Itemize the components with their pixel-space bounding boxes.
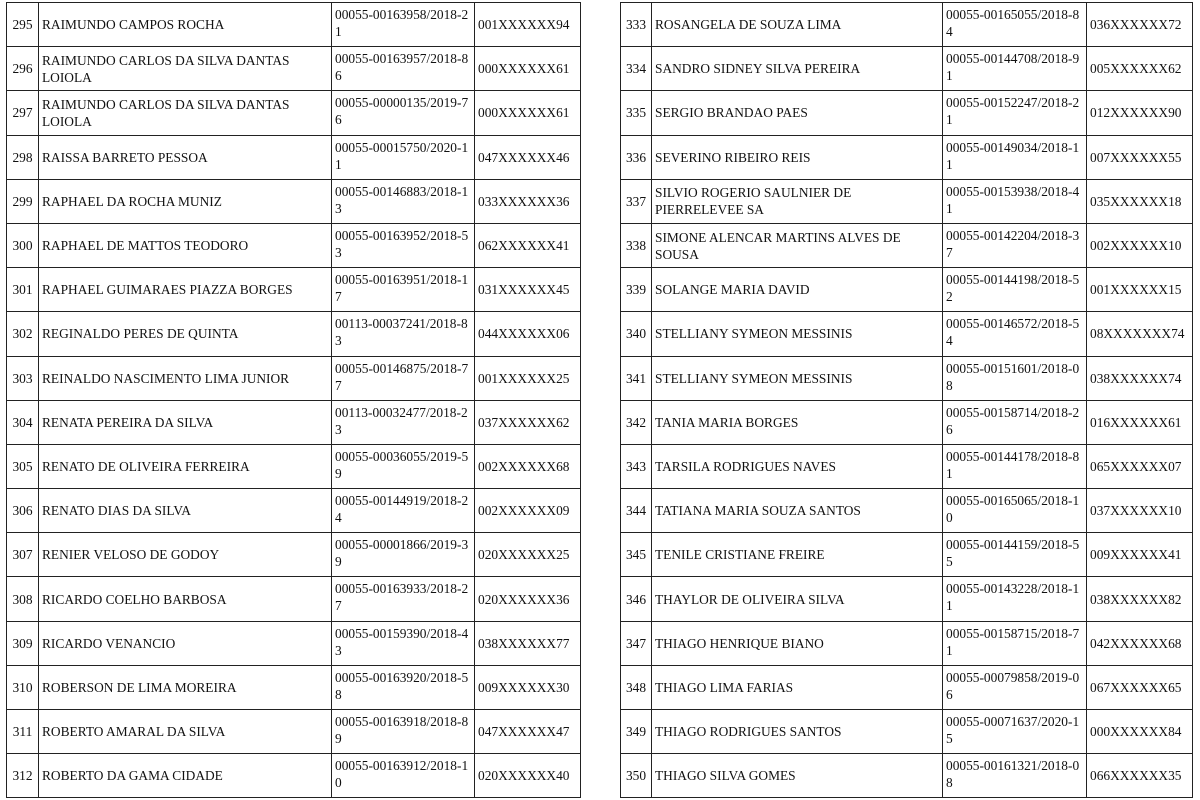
table-row xyxy=(621,91,1193,135)
row-number-cell: 298 xyxy=(7,135,39,179)
row-number-cell: 334 xyxy=(621,47,652,91)
process-number-cell: 00055-00165065/2018-10 xyxy=(943,489,1087,533)
name-cell: SILVIO ROGERIO SAULNIER DE PIERRELEVEE SA xyxy=(652,179,943,223)
table-row xyxy=(621,268,1193,312)
row-number-cell: 350 xyxy=(621,754,652,798)
name-cell: THIAGO HENRIQUE BIANO xyxy=(652,621,943,665)
table-row xyxy=(621,312,1193,356)
process-number-cell: 00055-00001866/2019-39 xyxy=(332,533,475,577)
name-cell: RAPHAEL DE MATTOS TEODORO xyxy=(39,223,332,267)
row-number-cell: 297 xyxy=(7,91,39,135)
table-row xyxy=(7,489,581,533)
table-row xyxy=(621,356,1193,400)
table-row xyxy=(621,135,1193,179)
table-row xyxy=(7,444,581,488)
name-cell: SEVERINO RIBEIRO REIS xyxy=(652,135,943,179)
name-cell: TATIANA MARIA SOUZA SANTOS xyxy=(652,489,943,533)
masked-id-cell: 020XXXXXX36 xyxy=(475,577,581,621)
name-cell: RAPHAEL GUIMARAES PIAZZA BORGES xyxy=(39,268,332,312)
name-cell: REGINALDO PERES DE QUINTA xyxy=(39,312,332,356)
row-number-cell: 299 xyxy=(7,179,39,223)
row-number-cell: 302 xyxy=(7,312,39,356)
process-number-cell: 00055-00146572/2018-54 xyxy=(943,312,1087,356)
right-table-body xyxy=(621,3,1193,798)
table-row xyxy=(7,3,581,47)
name-cell: THIAGO RODRIGUES SANTOS xyxy=(652,710,943,754)
name-cell: REINALDO NASCIMENTO LIMA JUNIOR xyxy=(39,356,332,400)
name-cell: RICARDO VENANCIO xyxy=(39,621,332,665)
row-number-cell: 303 xyxy=(7,356,39,400)
table-row xyxy=(7,577,581,621)
table-row xyxy=(7,135,581,179)
name-cell: ROSANGELA DE SOUZA LIMA xyxy=(652,3,943,47)
process-number-cell: 00055-00142204/2018-37 xyxy=(943,223,1087,267)
table-row xyxy=(621,754,1193,798)
row-number-cell: 312 xyxy=(7,754,39,798)
name-cell: RAISSA BARRETO PESSOA xyxy=(39,135,332,179)
table-row xyxy=(621,665,1193,709)
process-number-cell: 00055-00163920/2018-58 xyxy=(332,665,475,709)
row-number-cell: 340 xyxy=(621,312,652,356)
masked-id-cell: 031XXXXXX45 xyxy=(475,268,581,312)
left-table-body xyxy=(7,3,581,798)
process-number-cell: 00055-00146883/2018-13 xyxy=(332,179,475,223)
row-number-cell: 308 xyxy=(7,577,39,621)
process-number-cell: 00055-00158715/2018-71 xyxy=(943,621,1087,665)
masked-id-cell: 016XXXXXX61 xyxy=(1087,400,1193,444)
masked-id-cell: 033XXXXXX36 xyxy=(475,179,581,223)
process-number-cell: 00055-00144178/2018-81 xyxy=(943,444,1087,488)
name-cell: THIAGO LIMA FARIAS xyxy=(652,665,943,709)
masked-id-cell: 009XXXXXX41 xyxy=(1087,533,1193,577)
process-number-cell: 00055-00163912/2018-10 xyxy=(332,754,475,798)
masked-id-cell: 001XXXXXX94 xyxy=(475,3,581,47)
row-number-cell: 339 xyxy=(621,268,652,312)
process-number-cell: 00055-00163918/2018-89 xyxy=(332,710,475,754)
row-number-cell: 348 xyxy=(621,665,652,709)
process-number-cell: 00055-00153938/2018-41 xyxy=(943,179,1087,223)
row-number-cell: 342 xyxy=(621,400,652,444)
process-number-cell: 00055-00144159/2018-55 xyxy=(943,533,1087,577)
masked-id-cell: 002XXXXXX68 xyxy=(475,444,581,488)
table-row xyxy=(621,621,1193,665)
name-cell: RENIER VELOSO DE GODOY xyxy=(39,533,332,577)
row-number-cell: 311 xyxy=(7,710,39,754)
process-number-cell: 00055-00144708/2018-91 xyxy=(943,47,1087,91)
masked-id-cell: 000XXXXXX61 xyxy=(475,47,581,91)
name-cell: TANIA MARIA BORGES xyxy=(652,400,943,444)
table-row xyxy=(621,710,1193,754)
table-row xyxy=(621,533,1193,577)
process-number-cell: 00113-00037241/2018-83 xyxy=(332,312,475,356)
table-row xyxy=(621,179,1193,223)
name-cell: SOLANGE MARIA DAVID xyxy=(652,268,943,312)
masked-id-cell: 047XXXXXX47 xyxy=(475,710,581,754)
name-cell: SERGIO BRANDAO PAES xyxy=(652,91,943,135)
row-number-cell: 336 xyxy=(621,135,652,179)
name-cell: ROBERTO AMARAL DA SILVA xyxy=(39,710,332,754)
table-row xyxy=(7,179,581,223)
row-number-cell: 306 xyxy=(7,489,39,533)
masked-id-cell: 037XXXXXX62 xyxy=(475,400,581,444)
row-number-cell: 344 xyxy=(621,489,652,533)
masked-id-cell: 020XXXXXX25 xyxy=(475,533,581,577)
process-number-cell: 00055-00146875/2018-77 xyxy=(332,356,475,400)
process-number-cell: 00113-00032477/2018-23 xyxy=(332,400,475,444)
left-table xyxy=(6,2,581,798)
row-number-cell: 309 xyxy=(7,621,39,665)
process-number-cell: 00055-00163952/2018-53 xyxy=(332,223,475,267)
row-number-cell: 333 xyxy=(621,3,652,47)
row-number-cell: 338 xyxy=(621,223,652,267)
table-row xyxy=(7,665,581,709)
name-cell: SANDRO SIDNEY SILVA PEREIRA xyxy=(652,47,943,91)
row-number-cell: 347 xyxy=(621,621,652,665)
name-cell: RAIMUNDO CARLOS DA SILVA DANTAS LOIOLA xyxy=(39,47,332,91)
name-cell: RENATO DIAS DA SILVA xyxy=(39,489,332,533)
right-table xyxy=(620,2,1193,798)
table-row xyxy=(7,533,581,577)
table-row xyxy=(7,268,581,312)
name-cell: RAIMUNDO CAMPOS ROCHA xyxy=(39,3,332,47)
masked-id-cell: 035XXXXXX18 xyxy=(1087,179,1193,223)
table-row xyxy=(621,3,1193,47)
name-cell: ROBERTO DA GAMA CIDADE xyxy=(39,754,332,798)
masked-id-cell: 000XXXXXX84 xyxy=(1087,710,1193,754)
masked-id-cell: 038XXXXXX74 xyxy=(1087,356,1193,400)
process-number-cell: 00055-00161321/2018-08 xyxy=(943,754,1087,798)
row-number-cell: 301 xyxy=(7,268,39,312)
process-number-cell: 00055-00000135/2019-76 xyxy=(332,91,475,135)
masked-id-cell: 038XXXXXX82 xyxy=(1087,577,1193,621)
name-cell: RENATA PEREIRA DA SILVA xyxy=(39,400,332,444)
name-cell: TARSILA RODRIGUES NAVES xyxy=(652,444,943,488)
row-number-cell: 337 xyxy=(621,179,652,223)
masked-id-cell: 007XXXXXX55 xyxy=(1087,135,1193,179)
row-number-cell: 295 xyxy=(7,3,39,47)
row-number-cell: 296 xyxy=(7,47,39,91)
row-number-cell: 305 xyxy=(7,444,39,488)
name-cell: STELLIANY SYMEON MESSINIS xyxy=(652,356,943,400)
row-number-cell: 310 xyxy=(7,665,39,709)
table-row xyxy=(7,754,581,798)
row-number-cell: 335 xyxy=(621,91,652,135)
masked-id-cell: 000XXXXXX61 xyxy=(475,91,581,135)
name-cell: SIMONE ALENCAR MARTINS ALVES DE SOUSA xyxy=(652,223,943,267)
name-cell: RENATO DE OLIVEIRA FERREIRA xyxy=(39,444,332,488)
process-number-cell: 00055-00071637/2020-15 xyxy=(943,710,1087,754)
row-number-cell: 343 xyxy=(621,444,652,488)
process-number-cell: 00055-00152247/2018-21 xyxy=(943,91,1087,135)
row-number-cell: 307 xyxy=(7,533,39,577)
name-cell: THAYLOR DE OLIVEIRA SILVA xyxy=(652,577,943,621)
row-number-cell: 345 xyxy=(621,533,652,577)
masked-id-cell: 001XXXXXX25 xyxy=(475,356,581,400)
masked-id-cell: 001XXXXXX15 xyxy=(1087,268,1193,312)
table-row xyxy=(621,400,1193,444)
table-row xyxy=(7,710,581,754)
process-number-cell: 00055-00163958/2018-21 xyxy=(332,3,475,47)
row-number-cell: 349 xyxy=(621,710,652,754)
masked-id-cell: 005XXXXXX62 xyxy=(1087,47,1193,91)
process-number-cell: 00055-00144919/2018-24 xyxy=(332,489,475,533)
name-cell: STELLIANY SYMEON MESSINIS xyxy=(652,312,943,356)
process-number-cell: 00055-00158714/2018-26 xyxy=(943,400,1087,444)
masked-id-cell: 037XXXXXX10 xyxy=(1087,489,1193,533)
name-cell: THIAGO SILVA GOMES xyxy=(652,754,943,798)
process-number-cell: 00055-00015750/2020-11 xyxy=(332,135,475,179)
masked-id-cell: 036XXXXXX72 xyxy=(1087,3,1193,47)
process-number-cell: 00055-00079858/2019-06 xyxy=(943,665,1087,709)
masked-id-cell: 047XXXXXX46 xyxy=(475,135,581,179)
process-number-cell: 00055-00163951/2018-17 xyxy=(332,268,475,312)
name-cell: RAPHAEL DA ROCHA MUNIZ xyxy=(39,179,332,223)
masked-id-cell: 038XXXXXX77 xyxy=(475,621,581,665)
table-row xyxy=(7,223,581,267)
table-row xyxy=(621,444,1193,488)
row-number-cell: 304 xyxy=(7,400,39,444)
process-number-cell: 00055-00165055/2018-84 xyxy=(943,3,1087,47)
process-number-cell: 00055-00143228/2018-11 xyxy=(943,577,1087,621)
masked-id-cell: 065XXXXXX07 xyxy=(1087,444,1193,488)
process-number-cell: 00055-00151601/2018-08 xyxy=(943,356,1087,400)
process-number-cell: 00055-00163957/2018-86 xyxy=(332,47,475,91)
masked-id-cell: 067XXXXXX65 xyxy=(1087,665,1193,709)
table-row xyxy=(621,223,1193,267)
masked-id-cell: 002XXXXXX10 xyxy=(1087,223,1193,267)
table-row xyxy=(621,577,1193,621)
name-cell: RICARDO COELHO BARBOSA xyxy=(39,577,332,621)
masked-id-cell: 042XXXXXX68 xyxy=(1087,621,1193,665)
row-number-cell: 341 xyxy=(621,356,652,400)
table-row xyxy=(7,356,581,400)
process-number-cell: 00055-00144198/2018-52 xyxy=(943,268,1087,312)
masked-id-cell: 044XXXXXX06 xyxy=(475,312,581,356)
masked-id-cell: 066XXXXXX35 xyxy=(1087,754,1193,798)
table-row xyxy=(621,47,1193,91)
name-cell: TENILE CRISTIANE FREIRE xyxy=(652,533,943,577)
masked-id-cell: 020XXXXXX40 xyxy=(475,754,581,798)
process-number-cell: 00055-00163933/2018-27 xyxy=(332,577,475,621)
row-number-cell: 346 xyxy=(621,577,652,621)
table-row xyxy=(7,47,581,91)
masked-id-cell: 012XXXXXX90 xyxy=(1087,91,1193,135)
table-row xyxy=(7,621,581,665)
process-number-cell: 00055-00159390/2018-43 xyxy=(332,621,475,665)
masked-id-cell: 002XXXXXX09 xyxy=(475,489,581,533)
masked-id-cell: 009XXXXXX30 xyxy=(475,665,581,709)
masked-id-cell: 08XXXXXXX74 xyxy=(1087,312,1193,356)
table-row xyxy=(7,312,581,356)
table-row xyxy=(7,91,581,135)
name-cell: ROBERSON DE LIMA MOREIRA xyxy=(39,665,332,709)
process-number-cell: 00055-00149034/2018-11 xyxy=(943,135,1087,179)
process-number-cell: 00055-00036055/2019-59 xyxy=(332,444,475,488)
table-row xyxy=(621,489,1193,533)
table-row xyxy=(7,400,581,444)
name-cell: RAIMUNDO CARLOS DA SILVA DANTAS LOIOLA xyxy=(39,91,332,135)
masked-id-cell: 062XXXXXX41 xyxy=(475,223,581,267)
row-number-cell: 300 xyxy=(7,223,39,267)
